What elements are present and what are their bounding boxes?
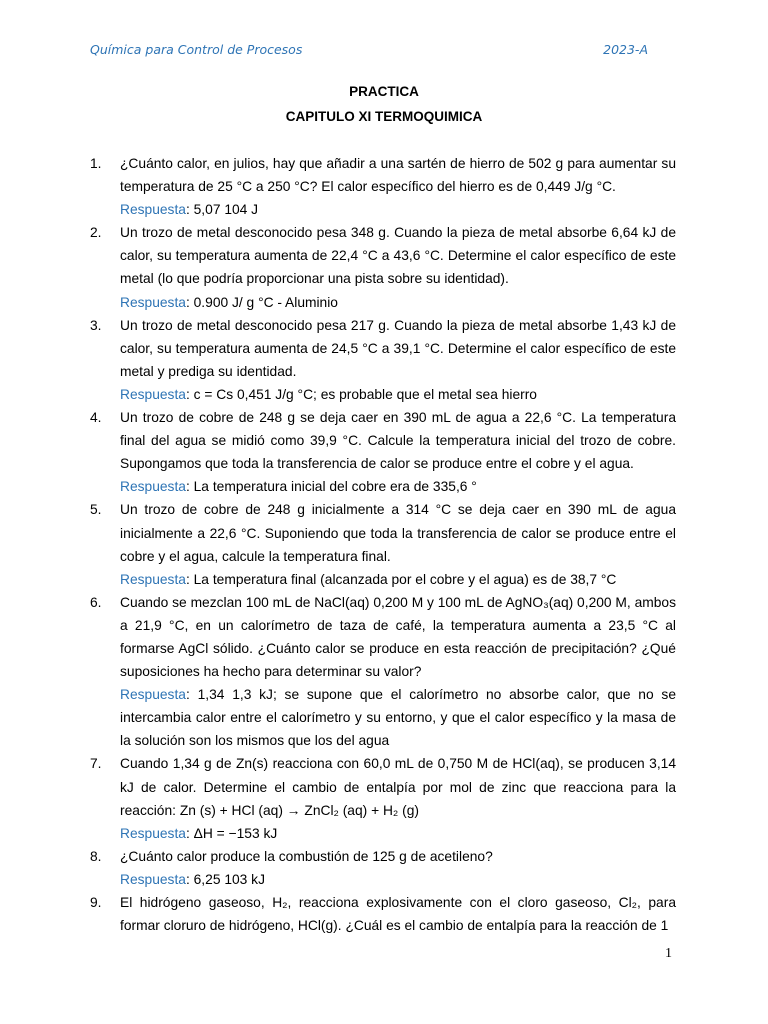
answer-text: : La temperatura inicial del cobre era de 335,6 ° (185, 479, 477, 495)
answer-label: Respuesta (120, 386, 186, 402)
answer-line (120, 383, 676, 406)
answer-label: Respuesta (120, 479, 186, 495)
question-number: 4. (90, 410, 102, 426)
question-number: 6. (90, 594, 102, 610)
question-text: Un trozo de cobre de 248 g inicialmente a 314 °C se deja caer en 390 mL de agua inicialmente a 22,6 °C. Suponiendo que toda la transferencia de calor se produce entre el cobre y el agua, calcule la temperatura final. (120, 502, 676, 564)
question-text: ¿Cuánto calor, en julios, hay que añadir a una sartén de hierro de 502 g para aumentar su temperatura de 25 °C a 250 °C? El calor específico del hierro es de 0,449 J/g °C. (120, 156, 676, 195)
header-term: 2023-A (603, 42, 648, 57)
question-item (90, 152, 676, 221)
answer-text: : c = Cs 0,451 J/g °C; es probable que el metal sea hierro (185, 386, 537, 402)
question-number: 2. (90, 225, 102, 241)
question-text: Un trozo de metal desconocido pesa 217 g. Cuando la pieza de metal absorbe 1,43 kJ de calor, su temperatura aumenta de 24,5 °C a 39,1 °C. Determine el calor específico de este metal y prediga su identidad. (120, 317, 676, 379)
answer-label: Respuesta (120, 871, 186, 887)
page-header (90, 42, 648, 57)
question-item (90, 498, 676, 590)
practice-title: PRACTICA (349, 84, 419, 99)
question-item (90, 891, 676, 937)
question-text: ¿Cuánto calor produce la combustión de 125 g de acetileno? (120, 848, 493, 864)
answer-line (120, 683, 676, 752)
question-item (90, 752, 676, 844)
question-text: Cuando 1,34 g de Zn(s) reacciona con 60,0 mL de 0,750 M de HCl(aq), se producen 3,14 kJ de calor. Determine el cambio de entalpía por mol de zinc que reacciona para la reacción: Zn (s) + HCl (aq) → ZnCl₂ (aq) + H₂ (g) (120, 756, 676, 818)
answer-text: : 0.900 J/ g °C - Aluminio (185, 294, 338, 310)
answer-line (120, 822, 676, 845)
answer-text: : La temperatura final (alcanzada por el cobre y el agua) es de 38,7 °C (185, 571, 617, 587)
answer-text: : ΔH = −153 kJ (185, 825, 278, 841)
question-list (90, 152, 676, 937)
question-item (90, 845, 676, 891)
header-course-title: Química para Control de Procesos (90, 42, 303, 57)
chapter-title: CAPITULO XI TERMOQUIMICA (285, 109, 483, 124)
answer-line (120, 475, 676, 498)
question-number: 3. (90, 317, 102, 333)
question-text: Un trozo de cobre de 248 g se deja caer en 390 mL de agua a 22,6 °C. La temperatura final del agua se midió como 39,9 °C. Calcule la temperatura inicial del trozo de cobre. Supongamos que toda la transferencia de calor se produce entre el cobre y el agua. (120, 410, 676, 472)
answer-label: Respuesta (120, 571, 186, 587)
question-text: Cuando se mezclan 100 mL de NaCl(aq) 0,200 M y 100 mL de AgNO₃(aq) 0,200 M, ambos a 21,9 °C, en un calorímetro de taza de café, la temperatura aumenta a 23,5 °C al formarse AgCl sólido. ¿Cuánto calor se produce en esta reacción de precipitación? ¿Qué suposiciones ha hecho para determinar su valor? (120, 594, 676, 680)
answer-line (120, 568, 676, 591)
question-number: 7. (90, 756, 102, 772)
answer-label: Respuesta (120, 202, 186, 218)
answer-text: : 1,34 1,3 kJ; se supone que el calorímetro no absorbe calor, que no se intercambia calor entre el calorímetro y su entorno, y que el calor específico y la masa de la solución son los mismos que los del agua (120, 687, 676, 749)
answer-line (120, 291, 676, 314)
question-number: 5. (90, 502, 102, 518)
page-number: 1 (665, 946, 672, 961)
answer-text: : 5,07 104 J (185, 202, 259, 218)
question-item (90, 221, 676, 313)
answer-line (120, 198, 676, 221)
answer-label: Respuesta (120, 294, 186, 310)
answer-label: Respuesta (120, 825, 186, 841)
question-number: 9. (90, 895, 102, 910)
question-number: 1. (90, 156, 102, 171)
question-text: Un trozo de metal desconocido pesa 348 g. Cuando la pieza de metal absorbe 6,64 kJ de calor, su temperatura aumenta de 22,4 °C a 43,6 °C. Determine el calor específico de este metal (lo que podría proporcionar una pista sobre su identidad). (120, 225, 676, 287)
question-item (90, 591, 676, 753)
question-item (90, 314, 676, 406)
question-text: El hidrógeno gaseoso, H₂, reacciona explosivamente con el cloro gaseoso, Cl₂, para formar cloruro de hidrógeno, HCl(g). ¿Cuál es el cambio de entalpía para la reacción de 1 (120, 895, 676, 934)
answer-line (120, 868, 676, 891)
question-number: 8. (90, 848, 102, 864)
answer-label: Respuesta (120, 687, 186, 703)
question-item (90, 406, 676, 498)
answer-text: : 6,25 103 kJ (185, 871, 265, 887)
